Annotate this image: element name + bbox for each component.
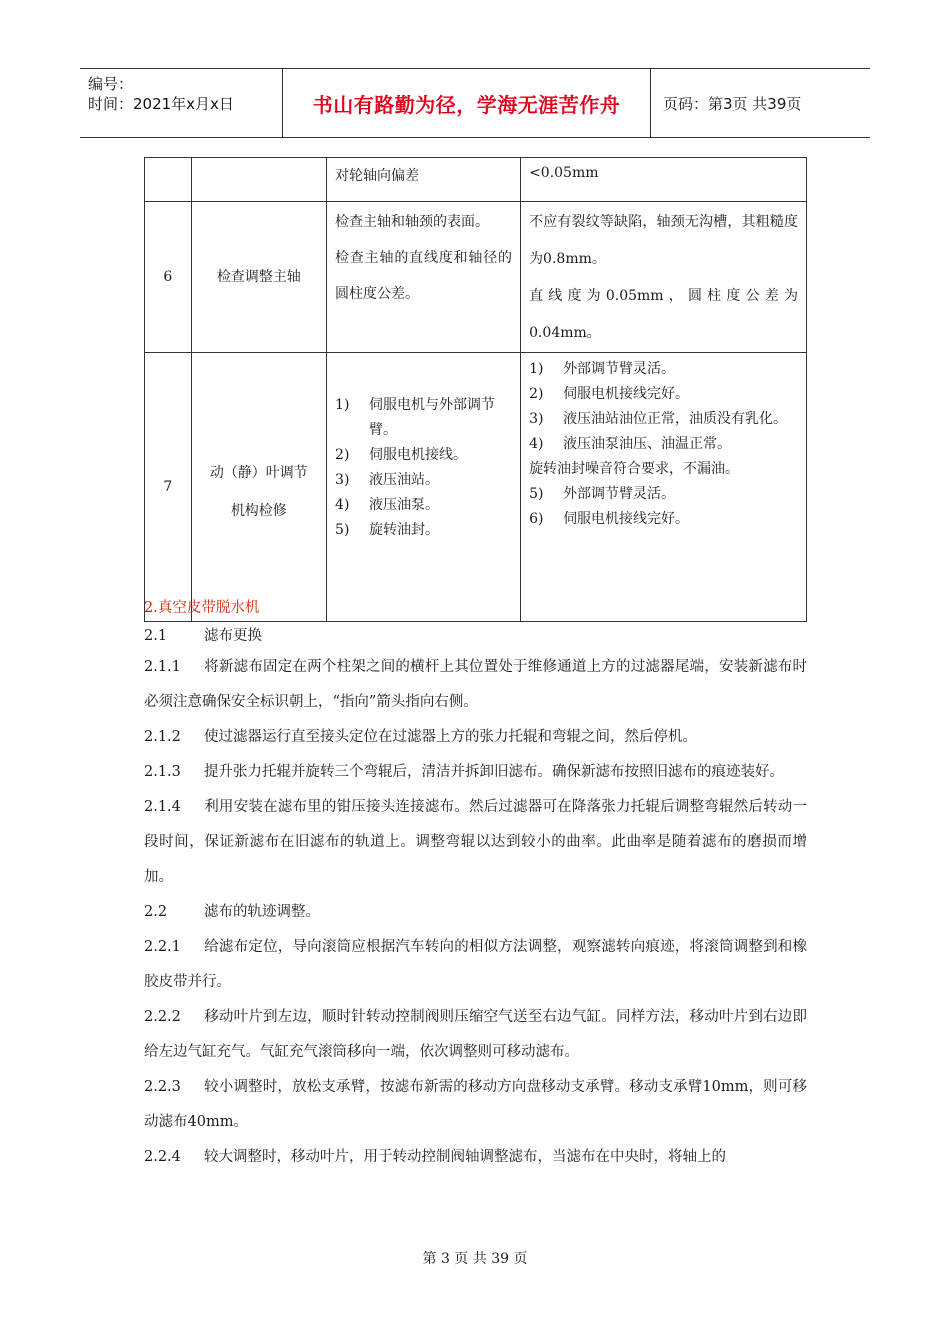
- page-header: [80, 68, 870, 138]
- list-item: 4) 液压油泵油压、油温正常。: [529, 436, 732, 452]
- row-item: 检查调整主轴: [191, 202, 326, 353]
- section-title: 2.真空皮带脱水机: [144, 600, 260, 616]
- table-row: [145, 158, 807, 202]
- paragraph: 2.1 滤布更换: [144, 628, 262, 644]
- list-item: 3) 液压油站油位正常，油质没有乳化。: [529, 411, 788, 427]
- list-item: 6) 伺服电机接线完好。: [529, 511, 690, 527]
- row-check: [327, 353, 521, 622]
- header-motto: 书山有路勤为径，学海无涯苦作舟: [283, 69, 651, 137]
- check-line: 检查主轴的直线度和轴径的圆柱度公差。: [335, 250, 513, 302]
- standard-line: 不应有裂纹等缺陷，轴颈无沟槽，其粗糙度为0.8mm。: [529, 214, 798, 267]
- paragraph: 2.1.1 将新滤布固定在两个柱架之间的横杆上其位置处于维修通道上方的过滤器尾端，安装新滤布时必须注意确保安全标识朝上，“指向”箭头指向右侧。: [144, 659, 807, 710]
- paragraph: 2.1.4 利用安装在滤布里的钳压接头连接滤布。然后过滤器可在降落张力托辊后调整弯辊然后转动一段时间，保证新滤布在旧滤布的轨道上。调整弯辊以达到较小的曲率。此曲率是随着滤布的磨损而增加。: [144, 799, 807, 885]
- page-footer: 第 3 页 共 39 页: [422, 1251, 528, 1267]
- header-page-label: 页码：第3页 共39页: [663, 94, 802, 113]
- standard-line: 旋转油封噪音符合要求，不漏油。: [529, 461, 740, 477]
- list-item: 2) 伺服电机接线完好。: [529, 386, 690, 402]
- maintenance-table: [144, 157, 807, 622]
- row-item: 动（静）叶调节机构检修: [191, 353, 326, 622]
- row-check: 对轮轴向偏差: [327, 158, 521, 202]
- table-row: [145, 202, 807, 353]
- table-row: [145, 353, 807, 622]
- header-meta-cell: [80, 69, 283, 137]
- paragraph: 2.2.2 移动叶片到左边，顺时针转动控制阀则压缩空气送至右边气缸。同样方法，移动叶片到右边即给左边气缸充气。气缸充气滚筒移向一端，依次调整则可移动滤布。: [144, 1009, 807, 1060]
- time-label: 时间：2021年x月x日: [88, 95, 234, 113]
- row-item: [191, 158, 326, 202]
- list-item: 1) 外部调节臂灵活。: [529, 361, 676, 377]
- row-standard: [521, 353, 807, 622]
- row-number: 6: [145, 202, 192, 353]
- row-number: 7: [145, 353, 192, 622]
- paragraph: 2.2.1 给滤布定位，导向滚筒应根据汽车转向的相似方法调整，观察滤转向痕迹，将滚筒调整到和橡胶皮带并行。: [144, 939, 807, 990]
- paragraph: 2.2.4 较大调整时，移动叶片，用于转动控制阀轴调整滤布，当滤布在中央时，将轴上的: [144, 1149, 726, 1165]
- list-item: 5) 外部调节臂灵活。: [529, 486, 676, 502]
- row-standard: <0.05mm: [521, 158, 807, 202]
- standard-line: 直线度为0.05mm，圆柱度公差为0.04mm。: [529, 288, 798, 341]
- paragraph: 2.2 滤布的轨迹调整。: [144, 904, 320, 920]
- list-item: 2) 伺服电机接线。: [335, 447, 468, 463]
- paragraph: 2.2.3 较小调整时，放松支承臂，按滤布新需的移动方向盘移动支承臂。移动支承臂10mm，则可移动滤布40mm。: [144, 1079, 807, 1130]
- check-line: 检查主轴和轴颈的表面。: [335, 214, 490, 230]
- row-number: [145, 158, 192, 202]
- document-body: [144, 594, 807, 1175]
- list-item: 4) 液压油泵。: [335, 497, 440, 513]
- paragraph: 2.1.2 使过滤器运行直至接头定位在过滤器上方的张力托辊和弯辊之间，然后停机。: [144, 729, 697, 745]
- paragraph: 2.1.3 提升张力托辊并旋转三个弯辊后，清洁并拆卸旧滤布。确保新滤布按照旧滤布的痕迹装好。: [144, 764, 784, 780]
- list-item: 1) 伺服电机与外部调节臂。: [335, 397, 496, 438]
- list-item: 3) 液压油站。: [335, 472, 440, 488]
- row-check: [327, 202, 521, 353]
- list-item: 5) 旋转油封。: [335, 522, 440, 538]
- row-standard: [521, 202, 807, 353]
- code-label: 编号：: [88, 75, 134, 93]
